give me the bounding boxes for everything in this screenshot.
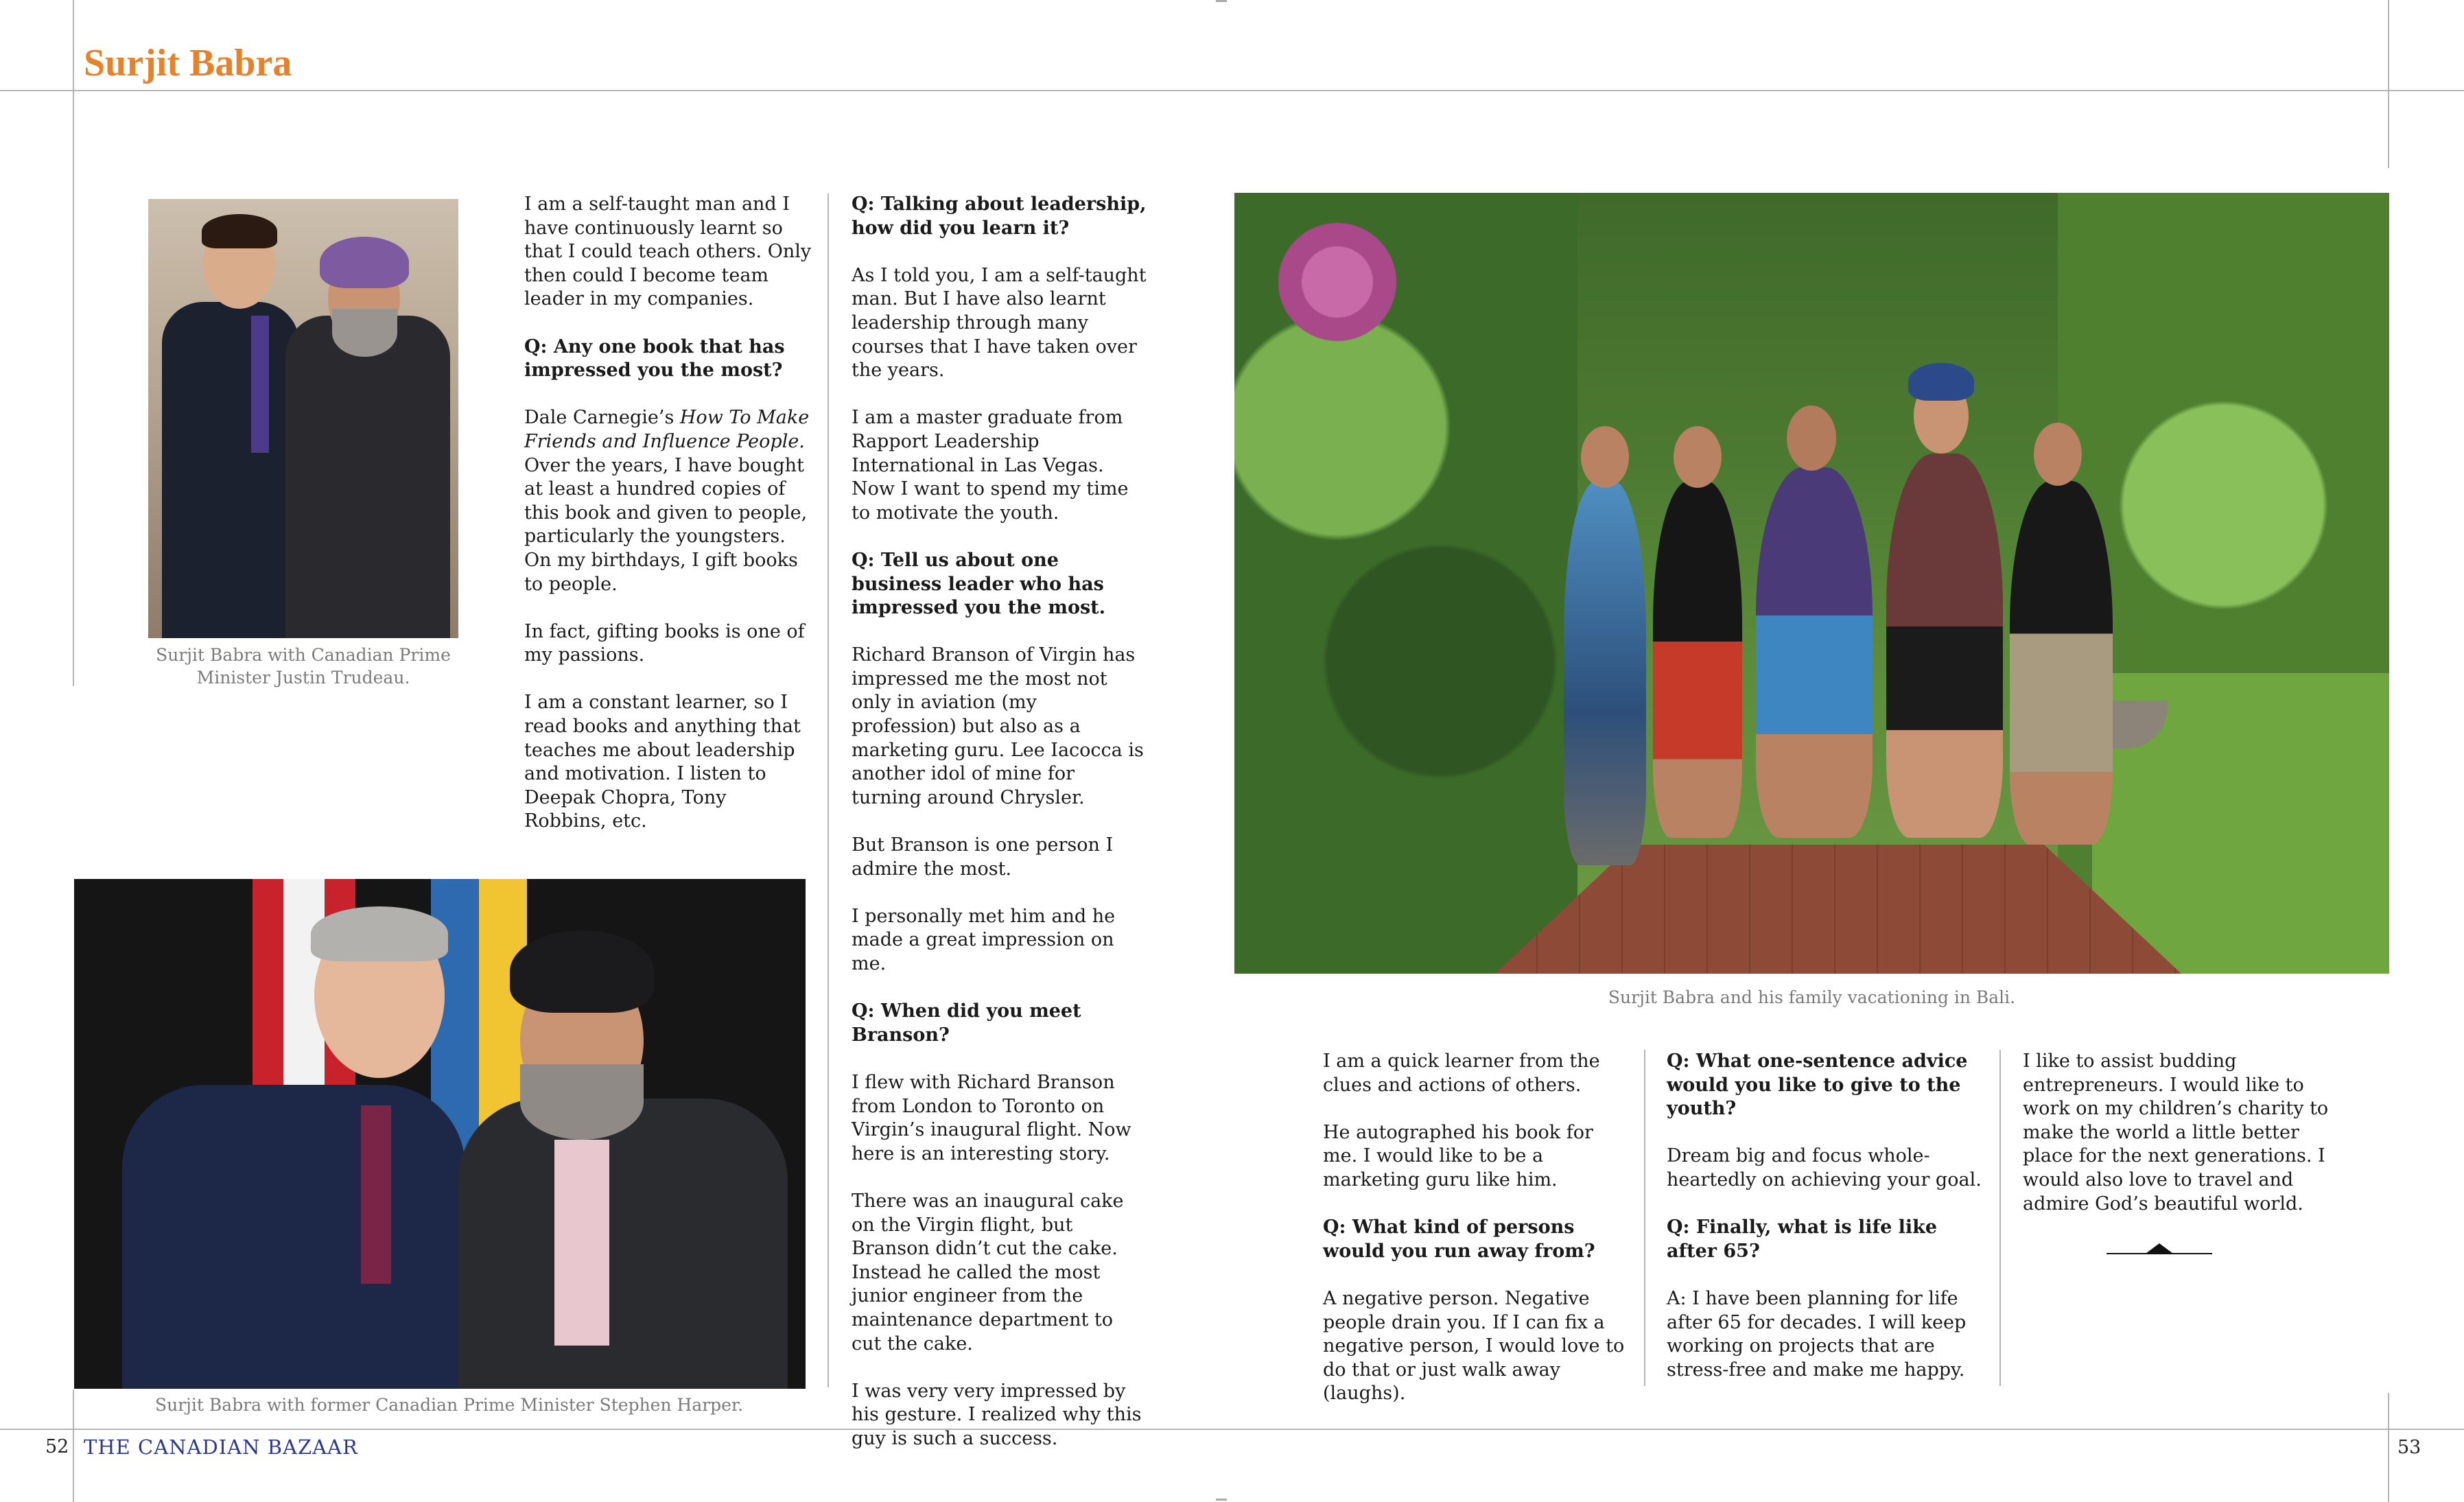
person-girl-red-skirt — [1653, 481, 1742, 838]
person-babra2-suit — [458, 1099, 788, 1389]
paragraph: Dream big and focus whole-heartedly on achieving your goal. — [1667, 1145, 1982, 1190]
paragraph: A negative person. Negative people drain you. If I can fix a negative person, I would love to do that or just walk away (laughs). — [1323, 1287, 1625, 1405]
beard-grey-2 — [520, 1064, 644, 1140]
question: Q: Tell us about one business leader who has impressed you the most. — [852, 549, 1106, 619]
paragraph: There was an inaugural cake on the Virgin flight, but Branson didn’t cut the cake. Instead he called the most junior engineer from the maintenance department to cut the cake. — [852, 1190, 1124, 1354]
photo-trudeau — [148, 199, 458, 638]
turban-black — [510, 930, 654, 1013]
text-column-3 — [1323, 1050, 1632, 1430]
photo-harper — [74, 879, 806, 1389]
text-column-4 — [1667, 1050, 1982, 1406]
person-babra-bali — [1886, 454, 2003, 838]
head-3 — [1787, 406, 1836, 471]
column-separator-2 — [1644, 1050, 1645, 1386]
shirt-pink — [554, 1140, 609, 1346]
beard-grey — [332, 309, 397, 357]
paragraph: A: I have been planning for life after 65 for decades. I will keep working on projects that are stress-free and make me happy. — [1667, 1287, 1967, 1381]
person-trudeau-hair — [202, 214, 277, 248]
caption-harper: Surjit Babra with former Canadian Prime Minister Stephen Harper. — [155, 1395, 744, 1415]
column-separator-3 — [1999, 1050, 2001, 1386]
turban-blue — [1908, 363, 1974, 401]
tie-purple — [251, 316, 269, 453]
paragraph: He autographed his book for me. I would like to be a marketing guru like him. — [1323, 1121, 1593, 1190]
magazine-name: THE CANADIAN BAZAAR — [84, 1435, 358, 1459]
head-2 — [1674, 426, 1722, 488]
left-margin-rule-top — [73, 0, 74, 686]
paragraph: I like to assist budding entrepreneurs. I would like to work on my children’s charity to make the world a little better place for the next generations. I would also love to travel and admire God’s beautiful world. — [2023, 1051, 2329, 1214]
question: Q: Any one book that has impressed you the most? — [524, 336, 785, 382]
page-title: Surjit Babra — [84, 42, 292, 84]
person-girl-blue-dress — [1564, 481, 1646, 865]
question: Q: What one-sentence advice would you like to give to the youth? — [1667, 1051, 1968, 1120]
paragraph: Richard Branson of Virgin has impressed me the most not only in aviation (my profession) but also as a marketing guru. Lee Iacocca is another idol of mine for turning around Chrysler. — [852, 644, 1144, 808]
text-column-5 — [2023, 1050, 2332, 1240]
paragraph: I am a quick learner from the clues and actions of others. — [1323, 1051, 1600, 1096]
caption-bali: Surjit Babra and his family vacationing in Bali. — [1608, 987, 2016, 1007]
paragraph: I am a self-taught man and I have continuously learnt so that I could teach others. Only then could I become team leader in my companies. — [524, 193, 812, 310]
paragraph — [524, 406, 812, 596]
tie-harper — [361, 1105, 391, 1284]
end-mark-triangle-icon — [2146, 1243, 2173, 1254]
page-number-right: 53 — [2397, 1437, 2421, 1458]
paragraph: I am a master graduate from Rapport Leadership International in Las Vegas. Now I want to spend my time to motivate the youth. — [852, 407, 1129, 524]
header-rule — [0, 90, 2464, 91]
question: Q: Talking about leadership, how did you learn it? — [852, 193, 1147, 239]
head-1 — [1581, 426, 1629, 488]
paragraph: I was very very impressed by his gesture. I realized why this guy is such a success. — [852, 1380, 1142, 1449]
bottom-center-mark — [1216, 1499, 1227, 1501]
page-number-left: 52 — [45, 1436, 69, 1457]
person-harper-suit — [122, 1085, 465, 1389]
text-run: Dale Carnegie’s — [524, 407, 680, 429]
person-babra-suit — [285, 316, 450, 638]
person-harper-hair — [311, 906, 448, 961]
turban-purple — [320, 237, 409, 288]
paragraph: In fact, gifting books is one of my passions. — [524, 620, 805, 666]
paragraph: But Branson is one person I admire the most. — [852, 834, 1114, 880]
bougainvillea — [1248, 207, 1427, 357]
text-column-2 — [852, 193, 1147, 1475]
question: Q: Finally, what is life like after 65? — [1667, 1217, 1938, 1262]
text-column-1 — [524, 193, 812, 858]
person-boy-purple-shirt — [1756, 467, 1873, 838]
person-woman-black-top — [2010, 481, 2113, 845]
photo-bali-family — [1234, 193, 2389, 974]
right-margin-rule-top — [2388, 0, 2389, 168]
book-title: How To Make Friends and Influence People. — [524, 407, 810, 452]
right-margin-rule-bottom — [2388, 1393, 2389, 1502]
footer-rule — [0, 1429, 2464, 1430]
paragraph: I flew with Richard Branson from London to Toronto on Virgin’s inaugural flight. Now here is an interesting story. — [852, 1071, 1131, 1164]
paragraph: As I told you, I am a self-taught man. But I have also learnt leadership through many courses that I have taken over the years. — [852, 264, 1147, 382]
column-separator-1 — [828, 193, 829, 1387]
top-center-mark — [1216, 0, 1227, 2]
question: Q: When did you meet Branson? — [852, 1000, 1081, 1046]
paragraph: I personally met him and he made a great impression on me. — [852, 905, 1116, 974]
caption-trudeau: Surjit Babra with Canadian Prime Minister Justin Trudeau. — [156, 645, 451, 688]
question: Q: What kind of persons would you run away from? — [1323, 1217, 1595, 1262]
paragraph: I am a constant learner, so I read books and anything that teaches me about leadership and motivation. I listen to Deepak Chopra, Tony Robbins, etc. — [524, 692, 801, 832]
text-run: Over the years, I have bought at least a hundred copies of this book and given to people, particularly the youngsters. On my birthdays, I gift books to people. — [524, 454, 808, 595]
head-5 — [2034, 423, 2082, 486]
person-trudeau-suit — [162, 302, 299, 638]
